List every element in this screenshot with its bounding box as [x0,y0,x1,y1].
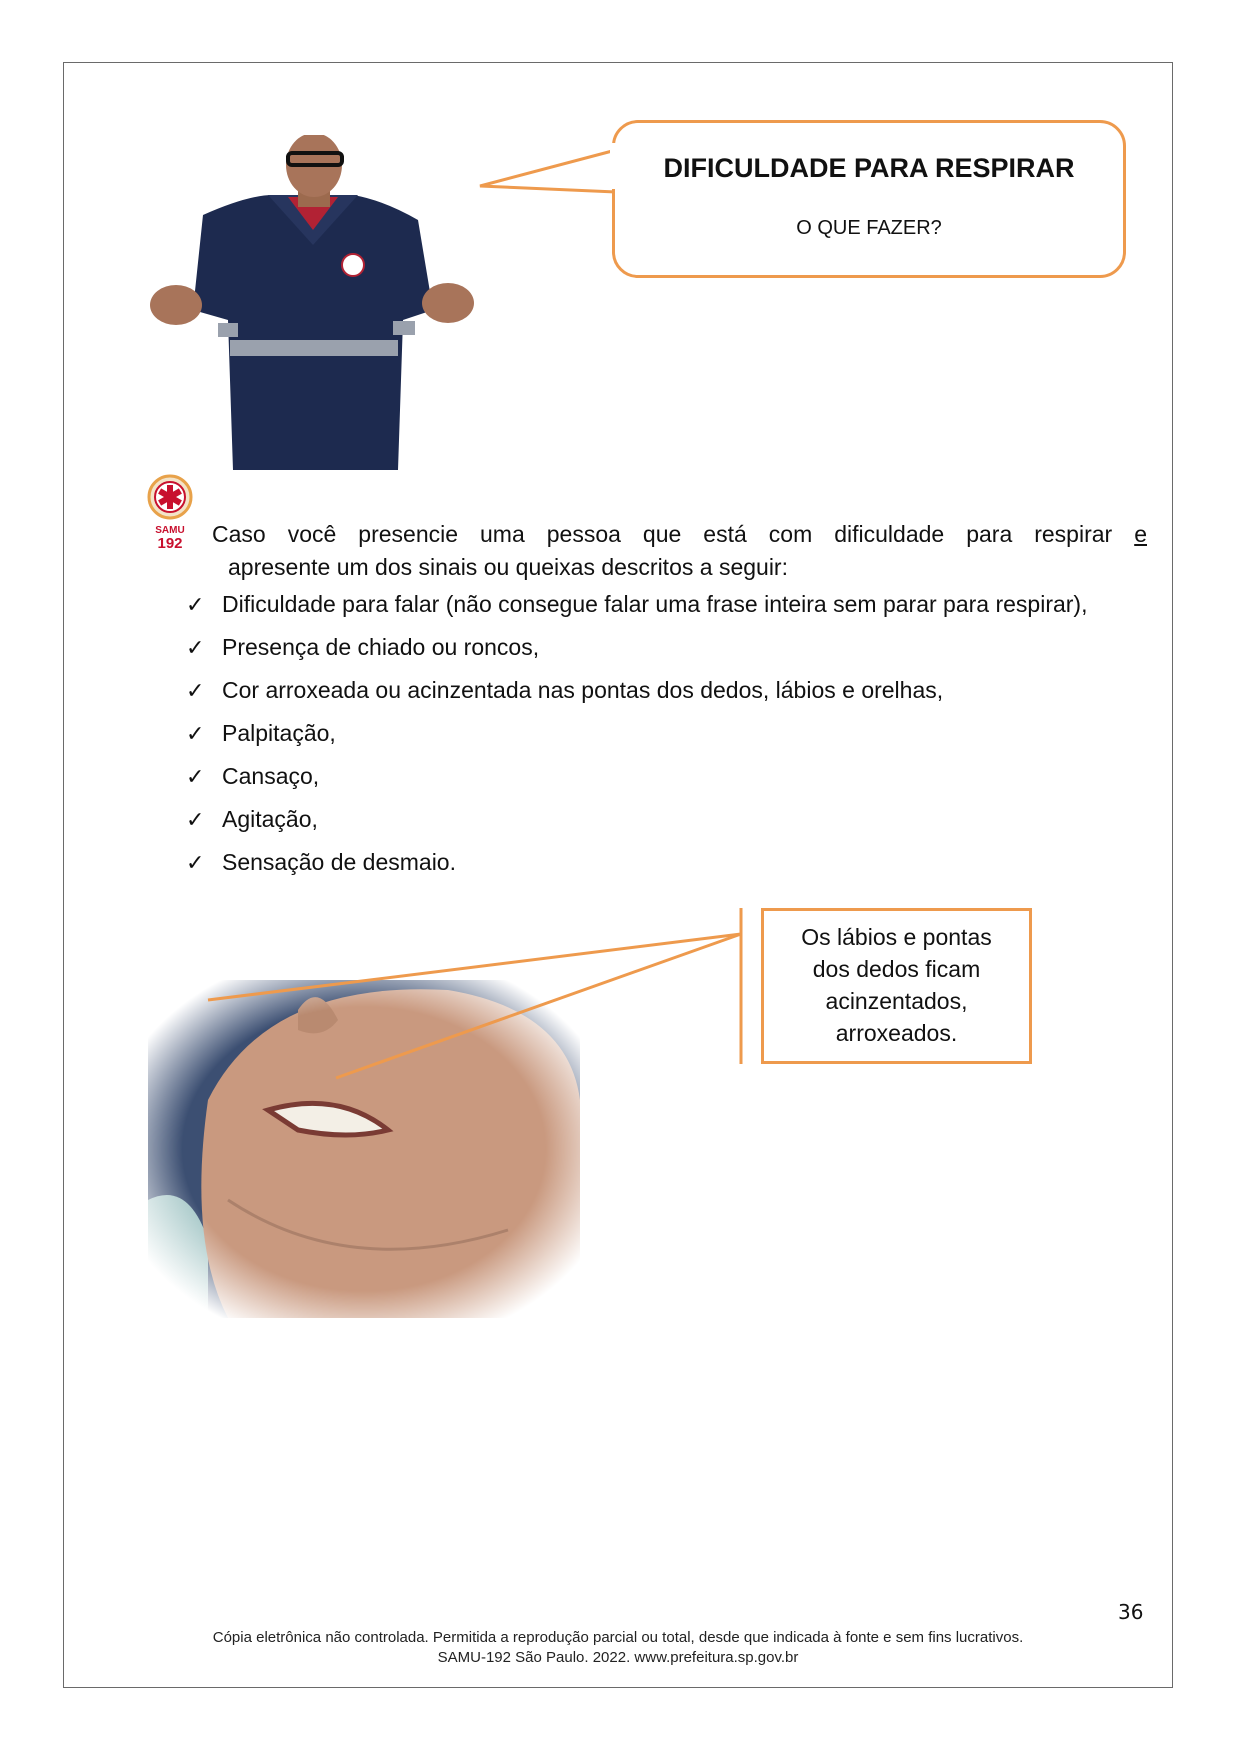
list-item-text: Dificuldade para falar (não consegue falar uma frase inteira sem parar para respirar), [222,591,1088,617]
list-item [180,669,1147,712]
face-photo [148,980,580,1318]
checkmark-icon: ✓ [186,721,205,746]
list-item [180,583,1147,626]
symptom-checklist [180,583,1147,884]
callout-joint [610,143,616,189]
note-line-1: Os lábios e pontas [801,924,992,950]
title-callout [612,120,1126,278]
footer-line-1: Cópia eletrônica não controlada. Permitida a reprodução parcial ou total, desde que indicada à fonte e sem fins lucrativos. [212,1629,1024,1646]
list-item-text: Presença de chiado ou roncos, [222,634,540,660]
intro-line-2: apresente um dos sinais ou queixas descritos a seguir: [228,554,788,580]
footer-line-2: SAMU-192 São Paulo. 2022. www.prefeitura.sp.gov.br [437,1649,799,1666]
callout-pointer [470,140,620,200]
note-line-3: acinzentados, [825,988,968,1014]
checkmark-icon: ✓ [186,764,205,789]
checkmark-icon: ✓ [186,678,205,703]
callout-title: DIFICULDADE PARA RESPIRAR [663,153,1075,183]
checkmark-icon: ✓ [186,592,205,617]
intro-text: Caso você presencie uma pessoa que está com dificuldade para respirar [212,521,1135,547]
list-item [180,755,1147,798]
checkmark-icon: ✓ [186,807,205,832]
note-line-4: arroxeados. [835,1020,958,1046]
callout-subtitle: O QUE FAZER? [796,217,942,239]
list-item [180,841,1147,884]
intro-line-1 [212,518,1147,551]
list-item-text: Sensação de desmaio. [222,849,456,875]
footer [63,1628,1173,1668]
intro-underlined-word: e [1134,521,1147,547]
note-line-2: dos dedos ficam [812,956,981,982]
list-item [180,798,1147,841]
note-callout [761,908,1032,1064]
list-item [180,626,1147,669]
samu-logo [146,474,194,552]
page-number: 36 [1118,1600,1144,1624]
list-item [180,712,1147,755]
list-item-text: Cansaço, [222,763,320,789]
samu-star-of-life-icon [146,474,194,520]
samu-logo-label: SAMU [155,525,185,536]
checkmark-icon: ✓ [186,635,205,660]
checkmark-icon: ✓ [186,850,205,875]
list-item-text: Cor arroxeada ou acinzentada nas pontas dos dedos, lábios e orelhas, [222,677,944,703]
presenter-illustration [148,135,478,470]
list-item-text: Palpitação, [222,720,336,746]
list-item-text: Agitação, [222,806,318,832]
samu-logo-number: 192 [157,535,183,552]
